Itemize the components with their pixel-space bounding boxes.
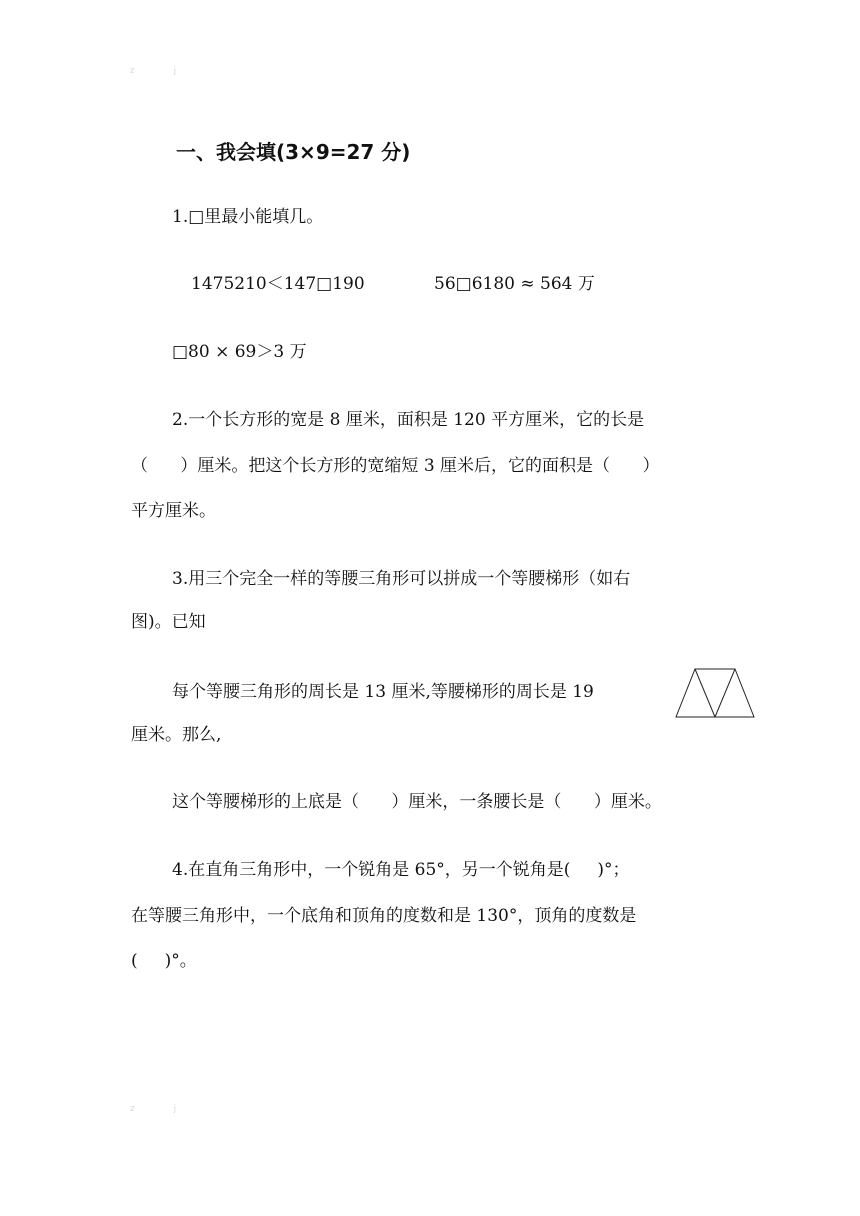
section-title: 一、我会填(3×9=27 分) [176, 140, 411, 164]
q3-line-2: 图)。已知 [131, 612, 206, 632]
q4-line-1: 4.在直角三角形中，一个锐角是 65°，另一个锐角是( )°； [172, 860, 630, 880]
q1-expression-c: □80 × 69＞3 万 [172, 342, 307, 362]
q4-line-2: 在等腰三角形中，一个底角和顶角的度数和是 130°，顶角的度数是 [131, 906, 637, 926]
q3-line-1: 3.用三个完全一样的等腰三角形可以拼成一个等腰梯形（如右 [172, 569, 631, 589]
q2-line-1: 2.一个长方形的宽是 8 厘米，面积是 120 平方厘米，它的长是 [172, 410, 645, 430]
q1-expression-b: 56□6180 ≈ 564 万 [434, 274, 595, 294]
q2-line-3: 平方厘米。 [131, 501, 216, 521]
watermark-top: z j [130, 66, 195, 76]
q3-line-3: 每个等腰三角形的周长是 13 厘米,等腰梯形的周长是 19 [172, 682, 594, 702]
q1-expression-a: 1475210＜147□190 [191, 274, 365, 294]
q1-prompt: 1.□里最小能填几。 [172, 207, 324, 227]
q3-line-5: 这个等腰梯形的上底是（ ）厘米，一条腰长是（ ）厘米。 [172, 792, 662, 812]
q4-line-3: ( )°。 [131, 951, 197, 971]
watermark-bottom: z j [130, 1104, 195, 1114]
q3-line-4: 厘米。那么, [131, 725, 222, 745]
q2-line-2: （ ）厘米。把这个长方形的宽缩短 3 厘米后，它的面积是（ ） [131, 456, 660, 476]
trapezoid-inner-line-right [715, 669, 735, 717]
trapezoid-outline [676, 669, 754, 717]
trapezoid-inner-line-left [695, 669, 715, 717]
trapezoid-figure [675, 668, 755, 718]
